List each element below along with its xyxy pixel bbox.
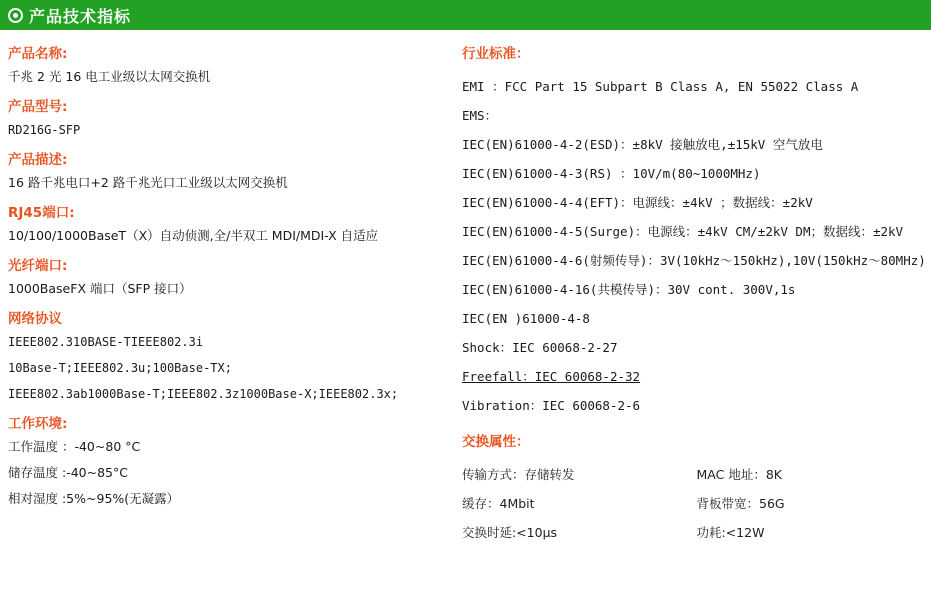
standard-line: IEC(EN)61000-4-16(共模传导)：30V cont. 300V,1s	[462, 282, 796, 297]
section-line: 10/100/1000BaseT（X）自动侦测,全/半双工 MDI/MDI-X 自适应	[8, 228, 379, 243]
section-rj45-ports	[8, 201, 462, 244]
standard-line: Vibration：IEC 60068-2-6	[462, 398, 641, 413]
switch-attribute: 交换时延:<10μs	[462, 525, 558, 540]
section-line: 10Base-T;IEEE802.3u;100Base-TX;	[8, 361, 232, 375]
switch-attribute: 功耗:<12W	[696, 525, 765, 540]
section-line: RD216G-SFP	[8, 123, 81, 137]
section-line: 16 路千兆电口+2 路千兆光口工业级以太网交换机	[8, 175, 288, 190]
switch-attribute: MAC 地址：8K	[696, 467, 782, 482]
freefall-underline: Freefall：IEC 60068-2-32	[462, 369, 641, 384]
section-line: 千兆 2 光 16 电工业级以太网交换机	[8, 69, 211, 84]
standard-line: IEC(EN )61000-4-8	[462, 311, 590, 326]
standard-line: EMS：	[462, 108, 498, 123]
section-product-description	[8, 148, 462, 191]
section-fiber-ports	[8, 254, 462, 297]
standard-line: IEC(EN)61000-4-6(射频传导)：3V(10kHz～150kHz),10V(150kHz～80MHz)	[462, 253, 926, 268]
content-columns	[0, 30, 931, 547]
left-column	[0, 42, 462, 547]
standard-line-freefall	[462, 362, 931, 391]
section-title: 工作环境:	[8, 416, 68, 432]
page-title: 产品技术指标	[29, 6, 132, 26]
section-line: 工作温度 ：-40~80 °C	[8, 439, 141, 454]
section-line: 1000BaseFX 端口（SFP 接口）	[8, 281, 192, 296]
section-line: 相对湿度 :5%~95%(无凝露）	[8, 491, 180, 506]
standard-line: IEC(EN)61000-4-5(Surge)：电源线：±4kV CM/±2kV DM；数据线：±2kV	[462, 224, 904, 239]
section-network-protocol	[8, 307, 462, 402]
standard-line: EMI ：FCC Part 15 Subpart B Class A, EN 55022 Class A	[462, 79, 859, 94]
switch-attribute: 传输方式：存储转发	[462, 467, 575, 482]
section-title-industry-standards: 行业标准：	[462, 46, 530, 62]
section-title: 产品名称:	[8, 46, 68, 62]
section-operating-environment	[8, 412, 462, 507]
section-title: RJ45端口:	[8, 205, 75, 221]
section-title-switch-attributes: 交换属性：	[462, 434, 530, 450]
standard-line: IEC(EN)61000-4-2(ESD)：±8kV 接触放电,±15kV 空气放电	[462, 137, 823, 152]
switch-attributes-grid	[462, 460, 931, 547]
page-header	[0, 0, 931, 30]
standard-line: IEC(EN)61000-4-3(RS) ：10V/m(80~1000MHz)	[462, 166, 761, 181]
standard-line: Shock：IEC 60068-2-27	[462, 340, 618, 355]
switch-attribute: 背板带宽：56G	[696, 496, 785, 511]
standard-line: IEC(EN)61000-4-4(EFT)：电源线：±4kV ；数据线：±2kV	[462, 195, 813, 210]
right-column	[462, 42, 931, 547]
section-product-model	[8, 95, 462, 138]
section-title: 网络协议	[8, 311, 62, 327]
switch-attribute: 缓存：4Mbit	[462, 496, 535, 511]
section-title: 产品描述:	[8, 152, 68, 168]
section-line: IEEE802.310BASE-TIEEE802.3i	[8, 335, 204, 349]
section-line: 储存温度 :-40~85°C	[8, 465, 128, 480]
section-product-name	[8, 42, 462, 85]
section-title: 产品型号:	[8, 99, 68, 115]
section-line: IEEE802.3ab1000Base-T;IEEE802.3z1000Base-X;IEEE802.3x;	[8, 387, 399, 401]
target-icon	[8, 8, 23, 23]
section-title: 光纤端口:	[8, 258, 68, 274]
